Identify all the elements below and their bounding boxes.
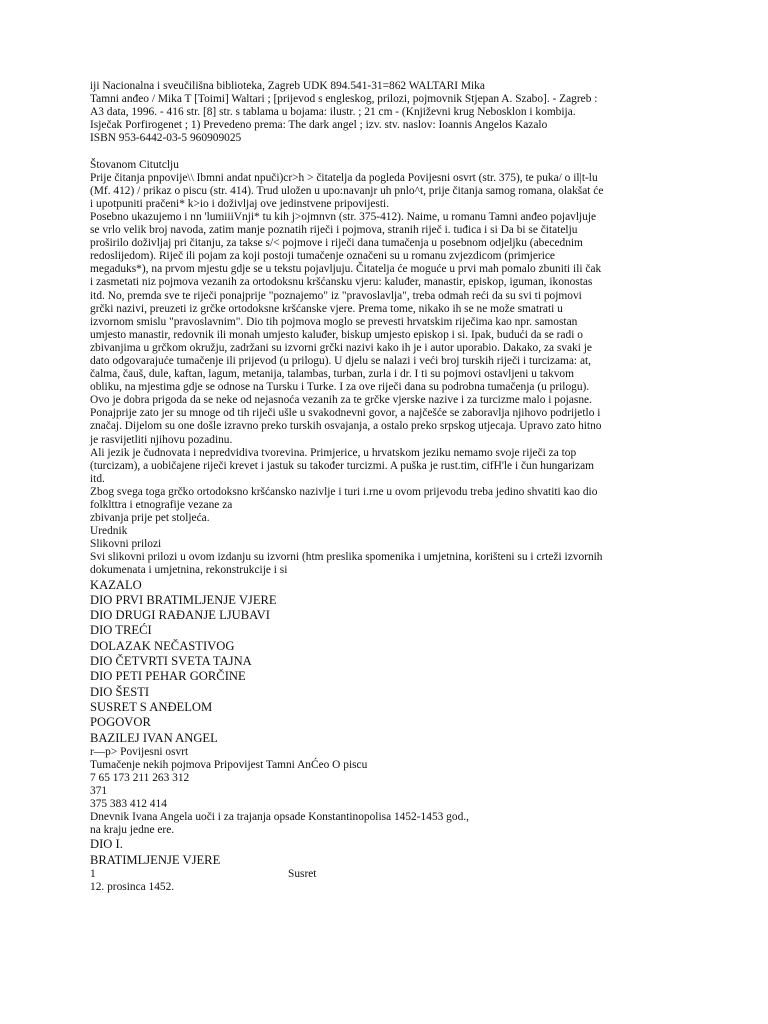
text-line: (turcizam), a uobičajene riječi krevet i jastuk su također turcizmi. A puška je rust.tim, cifH'le i čun hungarizam [90,459,595,472]
catalog-record [90,80,690,145]
text-line: umjesto manastir, redovnik ili monah umjesto kaluđer, biskup umjesto episkop i si. Ipak, budući da se radi o [90,328,583,341]
text-line: Prije čitanja pnpovije\\ Ibmni andat npuči)cr>h > čitatelja da pogleda Povijesni osvrt (str. 375), te puka/ o il|t-lu [90,171,598,184]
text-line: grčki nazivi, preuzeti iz grčke ortodoksne kršćanske vjere. Prema tome, nikako ih se ne može smatrati u [90,302,563,315]
text-line: r—p> Povijesni osvrt [90,745,189,758]
text-line: zbivanjima u grčkom okružju, zadržani su izvorni grčki nazivi kako ih je i autor uporabio. Dakako, za svaki je [90,341,592,354]
foreword [90,159,690,578]
text-line: ISBN 953-6442-03-5 960909025 [90,132,242,145]
text-line: Ponajprije zato jer su mnoge od tih riječi ušle u svakodnevni govor, a najčešće se zaboravlja njihovo podrijetlo i [90,407,601,420]
text-line: dato odgovarajuće tumačenje ili prijevod (u prilogu). U djelu se nalazi i veći broj turskih riječi i turcizama: at, [90,354,592,367]
text-line: izvornom smislu "pravoslavnim". Dio tih pojmova moglo se prevesti hrvatskim riječima kao npr. samostan [90,315,578,328]
text-line: redoslijedom). Riječ ili pojam za koji postoji tumačenje označeni su u romanu zvjezdicom (primjerice [90,250,555,263]
contents-item: DIO TREĆI [90,623,152,638]
text-line: Zbog svega toga grčko ortodoksno kršćansko nazivlje i turi i.rne u ovom prijevodu treba jedino shvatiti kao dio [90,485,598,498]
contents-item: BAZILEJ IVAN ANGEL [90,730,218,745]
text-line: Tamni anđeo / Mika T [Toimi] Waltari ; [prijevod s engleskog, prilozi, pojmovnik Stjepan A. Szabo]. - Zagreb : [90,93,598,106]
spacer [90,145,690,158]
text-line: Urednik [90,525,128,538]
text-line: i upotpuniti pračeni* k>io i doživljaj ove jedinstvene pripovijesti. [90,197,390,210]
text-line: (Mf. 412) / prikaz o piscu (str. 414). Trud uložen u upo:navanjr uh pnlo^t, prije čitanja samog romana, olakšat će [90,184,604,197]
text-line: zbivanja prije pet stoljeća. [90,512,210,525]
contents-heading: KAZALO [90,577,142,592]
chapter-date: 12. prosinca 1452. [90,881,175,894]
text-line: Štovanom Citutclju [90,158,179,171]
text-line: Ali jezik je čudnovata i nepredvidiva tvorevina. Primjerice, u hrvatskom jeziku nemamo svoje riječi za top [90,446,577,459]
text-line: se vrlo velik broj navoda, zatim manje poznatih riječi i pojmova, stranih riječ i. tuđica i si Da bi se čitatelju [90,224,578,237]
document-page [90,80,690,894]
appendix-list [90,746,690,838]
text-line: i zasmetati niz pojmova vezanih za ortodoksnu kršćansku vjeru: kaluđer, manastir, episkop, iguman, ikonostas [90,276,593,289]
text-line: značaj. Dijelom su one došle izravno preko turskih osvajanja, a ostalo preko srpskog utjecaja. Upravo zato hitno [90,420,602,433]
part-one-heading [90,837,690,868]
contents-item: DIO PRVI BRATIMLJENJE VJERE [90,592,277,607]
text-line: A3 data, 1996. - 416 str. [8] str. s tablama u bojama: ilustr. ; 21 cm - (Književni krug Nebosklon i kombija. [90,106,576,119]
table-of-contents [90,578,690,746]
chapter-heading [90,868,690,894]
text-line: dokumenata i umjetnina, rekonstrukcije i si [90,564,288,577]
text-line: je rasvijetliti njihovu pozadinu. [90,433,233,446]
page-numbers: 375 383 412 414 [90,798,167,811]
text-line: folklttra i etnografije vezane za [90,499,233,511]
text-line: Slikovni prilozi [90,538,162,551]
chapter-title: Susret [288,868,317,881]
text-line: čalma, čauš, dule, kaftan, lagum, metanija, talambas, turban, zurla i dr. I ti su pojmovi ostavljeni u takvom [90,368,574,381]
text-line: itd. No, premda sve te riječi ponajprije "poznajemo" iz "pravoslavlja", treba odmah reći da su svi ti pojmovi [90,289,582,302]
contents-item: DIO PETI PEHAR GORČINE [90,669,246,684]
contents-item: DIO ŠESTI [90,684,150,699]
text-line: Posebno ukazujemo i nn 'lumiiiVnji* tu kih j>ojmnvn (str. 375-412). Naime, u romanu Tamni anđeo pojavljuje [90,210,597,223]
contents-item: DIO DRUGI RAĐANJE LJUBAVI [90,608,270,623]
page-numbers: 7 65 173 211 263 312 [90,772,190,785]
text-line: Tumačenje nekih pojmova Pripovijest Tamni AnĆeo O piscu [90,758,368,771]
page-numbers: 371 [90,785,108,798]
text-line: obliku, na mjestima gdje se odnose na Tursku i Turke. I za ove riječi dana su podrobna tumačenja (u prilogu). [90,381,590,394]
contents-item: SUSRET S ANĐELOM [90,699,213,714]
part-title: BRATIMLJENJE VJERE [90,852,221,867]
text-line: itd. [90,472,105,485]
contents-item: DOLAZAK NEČASTIVOG [90,638,235,653]
contents-item: DIO ČETVRTI SVETA TAJNA [90,654,252,669]
text-line: na kraju jedne ere. [90,824,175,837]
contents-item: POGOVOR [90,715,151,730]
text-line: iji Nacionalna i sveučilišna biblioteka, Zagreb UDK 894.541-31=862 WALTARI Mika [90,80,485,92]
text-line: megaduks*), na prvom mjestu gdje se u tekstu pojavljuju. Čitatelja će moguće u prvi mah pomalo zbuniti ili čak [90,263,602,276]
part-number: DIO I. [90,837,123,852]
chapter-number: 1 [90,868,96,881]
text-line: Svi slikovni prilozi u ovom izdanju su izvorni (htm preslika spomenika i umjetnina, korišteni su i crteži izvornih [90,551,603,564]
text-line: Dnevnik Ivana Angela uoči i za trajanja opsade Konstantinopolisa 1452-1453 god., [90,811,469,824]
text-line: Ovo je dobra prigoda da se neke od nejasnoća vezanih za te grčke vjerske nazive i za turcizme malo i pojasne. [90,394,592,407]
text-line: Isječak Porfirogenet ; 1) Prevedeno prema: The dark angel ; izv. stv. naslov: Ioannis Angelos Kazalo [90,119,548,132]
chapter-title-line [90,868,690,881]
text-line: proširilo doživljaj pri čitanju, za takse s/< pojmove i riječi dana tumačenja u posebnom odjeljku (abecednim [90,237,583,250]
